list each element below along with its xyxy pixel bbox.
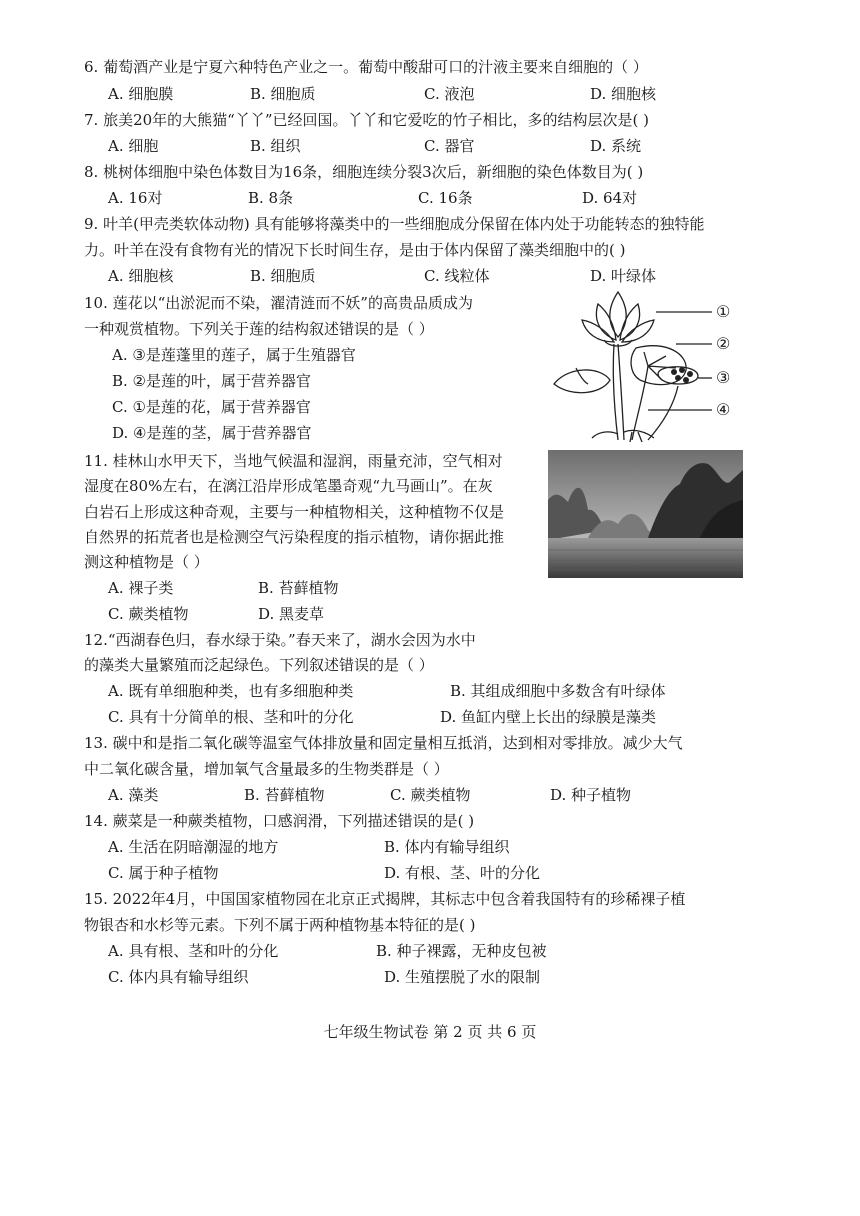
q10-option-b: B. ②是莲的叶，属于营养器官 [112,372,312,390]
q12-option-d: D. 鱼缸内壁上长出的绿膜是藻类 [440,708,657,726]
q12-option-c: C. 具有十分简单的根、茎和叶的分化 [108,708,354,726]
q14-option-d: D. 有根、茎、叶的分化 [384,864,541,882]
q13-option-b: B. 苔藓植物 [244,786,325,804]
q9-option-c: C. 线粒体 [424,267,490,285]
q11-option-d: D. 黑麦草 [258,605,325,623]
question-14-stem: 14. 蕨菜是一种蕨类植物，口感润滑，下列描述错误的是( ) [84,812,475,830]
q7-option-a: A. 细胞 [108,137,159,155]
question-12-stem-line1: 12.“西湖春色归，春水绿于染。”春天来了，湖水会因为水中 [84,631,476,649]
question-10-stem-line2: 一种观赏植物。下列关于莲的结构叙述错误的是（ ） [84,320,434,338]
q9-option-b: B. 细胞质 [250,267,316,285]
q11-option-c: C. 蕨类植物 [108,605,189,623]
question-9-stem-line1: 9. 叶羊(甲壳类软体动物) 具有能够将藻类中的一些细胞成分保留在体内处于功能转态的独特能 [84,215,705,233]
q12-option-a: A. 既有单细胞种类，也有多细胞种类 [108,682,354,700]
q13-option-d: D. 种子植物 [550,786,632,804]
q8-option-d: D. 64对 [582,189,638,207]
figure-label-2: ② [716,334,731,353]
question-13-stem-line1: 13. 碳中和是指二氧化碳等温室气体排放量和固定量相互抵消，达到相对零排放。减少大气 [84,734,683,752]
q11-option-b: B. 苔藓植物 [258,579,339,597]
question-6-stem: 6. 葡萄酒产业是宁夏六种特色产业之一。葡萄中酸甜可口的汁液主要来自细胞的（ ） [84,58,648,76]
q15-option-d: D. 生殖摆脱了水的限制 [384,968,541,986]
q8-option-c: C. 16条 [418,189,473,207]
question-11-stem-line3: 白岩石上形成这种奇观，主要与一种植物相关，这种植物不仅是 [84,503,505,521]
q14-option-b: B. 体内有输导组织 [384,838,510,856]
question-15-stem-line2: 物银杏和水杉等元素。下列不属于两种植物基本特征的是( ) [84,916,476,934]
question-12-stem-line2: 的藻类大量繁殖而泛起绿色。下列叙述错误的是（ ） [84,656,434,674]
q10-option-c: C. ①是莲的花，属于营养器官 [112,398,311,416]
q6-option-b: B. 细胞质 [250,85,316,103]
q12-option-b: B. 其组成细胞中多数含有叶绿体 [450,682,666,700]
figure-label-3: ③ [716,368,731,387]
q6-option-c: C. 液泡 [424,85,475,103]
question-9-stem-line2: 力。叶羊在没有食物有光的情况下长时间生存，是由于体内保留了藻类细胞中的( ) [84,241,626,259]
question-11-stem-line1: 11. 桂林山水甲天下，当地气候温和湿润，雨量充沛，空气相对 [84,452,503,470]
q6-option-d: D. 细胞核 [590,85,657,103]
q8-option-b: B. 8条 [248,189,294,207]
q8-option-a: A. 16对 [108,189,163,207]
q9-option-d: D. 叶绿体 [590,267,657,285]
question-10-stem-line1: 10. 莲花以“出淤泥而不染，濯清涟而不妖”的高贵品质成为 [84,294,473,312]
figure-label-1: ① [716,302,731,321]
question-15-stem-line1: 15. 2022年4月，中国国家植物园在北京正式揭牌，其标志中包含着我国特有的珍稀裸子植 [84,890,686,908]
q7-option-d: D. 系统 [590,137,642,155]
q10-option-d: D. ④是莲的茎，属于营养器官 [112,424,312,442]
q11-option-a: A. 裸子类 [108,579,174,597]
q14-option-a: A. 生活在阴暗潮湿的地方 [108,838,279,856]
question-11-stem-line2: 湿度在80%左右，在漓江沿岸形成笔墨奇观“九马画山”。在灰 [84,477,493,495]
q15-option-b: B. 种子裸露，无种皮包被 [376,942,547,960]
q15-option-a: A. 具有根、茎和叶的分化 [108,942,279,960]
q13-option-a: A. 藻类 [108,786,159,804]
question-11-stem-line4: 自然界的拓荒者也是检测空气污染程度的指示植物，请你据此推 [84,528,505,546]
q15-option-c: C. 体内具有输导组织 [108,968,249,986]
question-7-stem: 7. 旅美20年的大熊猫“丫丫”已经回国。丫丫和它爱吃的竹子相比，多的结构层次是( ) [84,111,649,129]
page-footer: 七年级生物试卷 第 2 页 共 6 页 [323,1023,537,1041]
q14-option-c: C. 属于种子植物 [108,864,219,882]
question-13-stem-line2: 中二氧化碳含量，增加氧气含量最多的生物类群是（ ） [84,760,449,778]
q10-option-a: A. ③是莲蓬里的莲子，属于生殖器官 [112,346,356,364]
landscape-drawing [548,450,743,578]
q6-option-a: A. 细胞膜 [108,85,174,103]
lotus-structure-figure [548,282,748,444]
question-11-stem-line5: 测这种植物是（ ） [84,553,209,571]
guilin-landscape-photo [548,450,743,578]
question-8-stem: 8. 桃树体细胞中染色体数目为16条，细胞连续分裂3次后，新细胞的染色体数目为( ) [84,163,644,181]
q13-option-c: C. 蕨类植物 [390,786,471,804]
figure-label-4: ④ [716,400,731,419]
q7-option-c: C. 器官 [424,137,475,155]
q7-option-b: B. 组织 [250,137,301,155]
q9-option-a: A. 细胞核 [108,267,174,285]
